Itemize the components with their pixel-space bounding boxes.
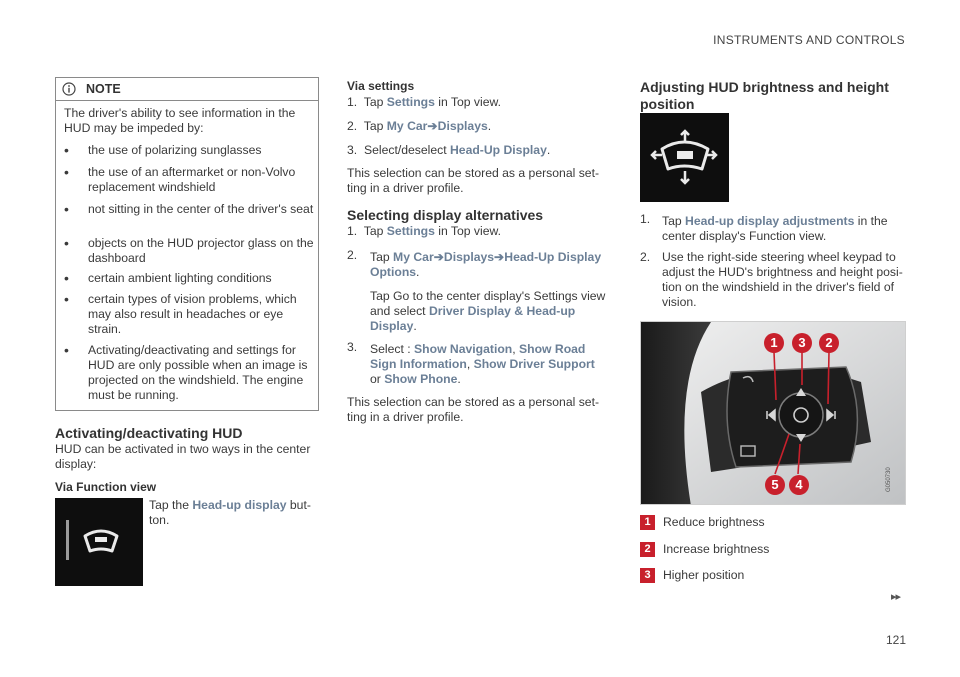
- arrow-right-icon: ➔: [433, 250, 444, 264]
- step-number: 1.: [640, 212, 651, 226]
- step-number: 2.: [640, 250, 651, 264]
- legend-badge: 1: [640, 515, 655, 530]
- my-car-keyword: My Car: [393, 250, 434, 264]
- settings-keyword: Settings: [386, 95, 435, 109]
- step-number: 2.: [347, 248, 358, 262]
- my-car-keyword: My Car: [386, 119, 428, 133]
- driver-display-keyword: Driver Display & Head-up Display: [370, 304, 576, 333]
- note-bullet: Activating/deactivating and settings for HUD are only possible when an image is projected on the windshield. The engine must be running.: [88, 343, 308, 402]
- displays-keyword: Displays: [443, 250, 495, 264]
- via-settings-step-3: 3. Select/deselect Head-Up Display.: [347, 143, 551, 157]
- activating-heading: Activating/deactivating HUD: [55, 425, 243, 441]
- note-bullet: the use of an aftermarket or non-Volvo replacement windshield: [88, 165, 296, 194]
- arrow-right-icon: ➔: [427, 119, 438, 133]
- legend-badge: 3: [640, 568, 655, 583]
- via-settings-heading: Via settings: [347, 79, 415, 93]
- legend-label: Reduce brightness: [663, 515, 765, 529]
- note-bullet: the use of polarizing sunglasses: [88, 143, 262, 157]
- arrow-right-icon: ➔: [494, 250, 505, 264]
- adjusting-step-1: Tap Head-up display adjustments in the center display's Function view.: [662, 214, 888, 243]
- head-up-display-keyword: Head-Up Display: [450, 143, 547, 157]
- note-title: NOTE: [86, 82, 121, 96]
- continued-icon: ▸▸: [891, 591, 901, 603]
- info-icon: [62, 82, 76, 96]
- legend-badge: 2: [640, 542, 655, 557]
- page-number: 121: [886, 633, 907, 647]
- legend-label: Increase brightness: [663, 542, 770, 556]
- via-settings-step-1: 1. Tap Settings in Top view.: [347, 95, 502, 109]
- note-bullet: certain ambient lighting conditions: [88, 271, 272, 285]
- selecting-heading: Selecting display alternatives: [347, 207, 544, 223]
- settings-keyword: Settings: [386, 224, 435, 238]
- hud-adjust-icon: [640, 113, 729, 202]
- head-up-display-options-keyword: Head-Up Display Options: [370, 250, 602, 279]
- via-settings-step-2: 2. Tap My Car➔Displays.: [347, 119, 492, 133]
- hud-windshield-icon: [55, 498, 143, 586]
- hud-adjustments-button-image: [640, 113, 729, 202]
- section-title: INSTRUMENTS AND CONTROLS: [713, 33, 905, 47]
- note-header: [56, 78, 318, 101]
- selecting-step-2: Tap My Car➔Displays➔Head-Up Display Options.: [370, 250, 602, 279]
- via-function-heading: Via Function view: [55, 480, 157, 494]
- marker-3: 3: [792, 333, 812, 353]
- marker-2: 2: [819, 333, 839, 353]
- note-bullet: certain types of vision problems, which may also result in headaches or eye strain.: [88, 292, 297, 336]
- show-driver-support-keyword: Show Driver Support: [473, 357, 595, 371]
- note-box: NOTE The driver's ability to see information in the HUD may be impeded by: • the use of polarizing sunglasses • the use of an aftermarket or non-Volvo replacement windshield • not sitting in the center of the driver's seat • objects on the HUD projector glass on the dashboard • certain ambient lighting conditions • certain types of vision problems, which may also result in headaches or eye strain. • Activating/deactivating and settings for HUD are only possible when an image is projected on the windshield. The engine must be running.: [55, 77, 319, 411]
- marker-1: 1: [764, 333, 784, 353]
- steering-wheel-keypad-image: [640, 321, 906, 505]
- step-number: 3.: [347, 340, 358, 354]
- selecting-step-2-sub: Tap Go to the center display's Settings view and select Driver Display & Head-up Display.: [370, 289, 606, 333]
- adjusting-step-2: Use the right-side steering wheel keypad to adjust the HUD's brightness and height posi-tion on the windshield in the driver's field of vision.: [662, 250, 903, 309]
- show-road-sign-keyword: Show Road Sign Information: [370, 342, 586, 371]
- show-phone-keyword: Show Phone: [384, 372, 458, 386]
- selecting-footer: This selection can be stored as a personal set-ting in a driver profile.: [347, 395, 600, 424]
- marker-5: 5: [765, 475, 785, 495]
- selecting-step-1: 1. Tap Settings in Top view.: [347, 224, 502, 238]
- note-bullet: objects on the HUD projector glass on the dashboard: [88, 236, 314, 265]
- activating-intro: HUD can be activated in two ways in the center display:: [55, 442, 311, 471]
- show-navigation-keyword: Show Navigation: [414, 342, 513, 356]
- adjusting-heading: Adjusting HUD brightness and height position: [640, 79, 889, 112]
- selecting-step-3: Select : Show Navigation, Show Road Sign Information, Show Driver Support or Show Phone.: [370, 342, 595, 386]
- via-settings-footer: This selection can be stored as a personal set-ting in a driver profile.: [347, 166, 600, 195]
- hud-adjustments-keyword: Head-up display adjustments: [685, 214, 855, 228]
- legend-label: Higher position: [663, 568, 745, 582]
- head-up-display-keyword: Head-up display: [192, 498, 287, 512]
- tap-instruction: Tap the Head-up display but-ton.: [149, 498, 311, 527]
- image-code: G050730: [886, 467, 892, 492]
- note-bullet: not sitting in the center of the driver's seat: [88, 202, 314, 216]
- displays-keyword: Displays: [437, 119, 488, 133]
- head-up-display-button-image: [55, 498, 143, 586]
- note-intro: The driver's ability to see information in the HUD may be impeded by:: [64, 106, 296, 135]
- marker-4: 4: [789, 475, 809, 495]
